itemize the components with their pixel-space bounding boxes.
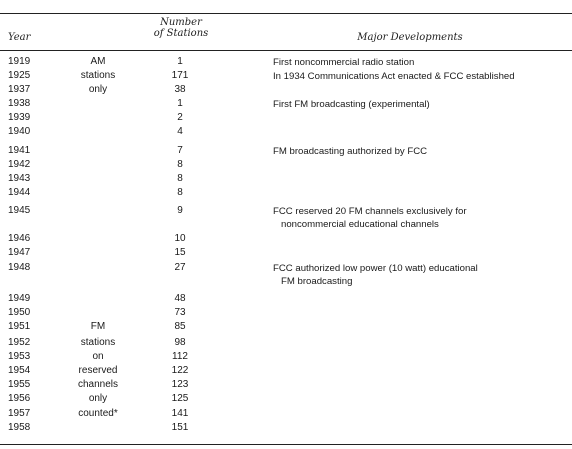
table-row	[0, 159, 572, 171]
stations-cell: 123	[171, 379, 189, 390]
stations-cell: 9	[177, 205, 183, 216]
table-row	[0, 112, 572, 124]
year-column-header: Year	[8, 32, 31, 43]
stations-cell: 1	[177, 56, 183, 67]
development-line: FCC reserved 20 FM channels exclusively for	[273, 206, 467, 217]
stations-cell: 4	[177, 126, 183, 137]
year-cell: 1950	[8, 307, 31, 318]
fm-category-label: reserved	[78, 365, 118, 376]
fm-category-label: stations	[80, 337, 116, 348]
development-line: noncommercial educational channels	[281, 219, 439, 230]
year-cell: 1946	[8, 233, 31, 244]
table-row	[0, 307, 572, 319]
stations-cell: 38	[174, 84, 186, 95]
stations-cell: 151	[171, 422, 189, 433]
number-header-line1: Number	[160, 17, 202, 28]
am-category-label: only	[88, 84, 108, 95]
development-line: FM broadcasting authorized by FCC	[273, 146, 428, 157]
fm-category-label: on	[92, 351, 104, 362]
number-header-line2: of Stations	[153, 28, 209, 39]
table-row	[0, 187, 572, 199]
stations-cell: 171	[171, 70, 189, 81]
stations-cell: 10	[174, 233, 186, 244]
development-note	[273, 205, 569, 231]
fm-category-label: channels	[77, 379, 119, 390]
development-line: FM broadcasting	[281, 276, 353, 287]
year-cell: 1948	[8, 262, 31, 273]
stations-cell: 8	[177, 159, 183, 170]
development-line: FCC authorized low power (10 watt) educational	[273, 263, 478, 274]
year-cell: 1954	[8, 365, 31, 376]
year-cell: 1925	[8, 70, 31, 81]
stations-cell: 8	[177, 187, 183, 198]
table-row	[0, 173, 572, 185]
year-cell: 1949	[8, 293, 31, 304]
stations-cell: 122	[171, 365, 189, 376]
fm-category-label: counted*	[78, 408, 118, 419]
year-cell: 1937	[8, 84, 31, 95]
bottom-rule	[0, 444, 572, 445]
development-note	[273, 56, 569, 69]
year-cell: 1945	[8, 205, 31, 216]
year-cell: 1944	[8, 187, 31, 198]
development-line: In 1934 Communications Act enacted & FCC established	[273, 71, 515, 82]
year-cell: 1958	[8, 422, 31, 433]
development-line: First noncommercial radio station	[273, 57, 415, 68]
am-category-label: AM	[90, 56, 106, 67]
stations-cell: 98	[174, 337, 186, 348]
top-rule	[0, 13, 572, 14]
development-note	[273, 262, 569, 288]
stations-cell: 1	[177, 98, 183, 109]
stations-cell: 112	[172, 351, 188, 362]
year-cell: 1947	[8, 247, 31, 258]
year-cell: 1939	[8, 112, 31, 123]
year-cell: 1940	[8, 126, 31, 137]
stations-cell: 125	[171, 393, 189, 404]
development-line: First FM broadcasting (experimental)	[273, 99, 430, 110]
table-row	[0, 233, 572, 245]
year-cell: 1942	[8, 159, 31, 170]
stations-cell: 8	[177, 173, 183, 184]
table-row	[0, 126, 572, 138]
stations-cell: 73	[174, 307, 186, 318]
stations-cell: 7	[177, 145, 183, 156]
table-row	[0, 422, 572, 434]
development-note	[273, 98, 569, 111]
number-column-header	[150, 17, 212, 39]
stations-cell: 15	[174, 247, 186, 258]
year-cell: 1953	[8, 351, 31, 362]
year-cell: 1951	[8, 321, 31, 332]
table-row	[0, 293, 572, 305]
year-cell: 1956	[8, 393, 31, 404]
header-rule	[0, 50, 572, 51]
development-note	[273, 145, 569, 158]
am-category-label: stations	[80, 70, 116, 81]
year-cell: 1952	[8, 337, 31, 348]
stations-cell: 27	[174, 262, 186, 273]
stations-cell: 141	[171, 408, 189, 419]
year-cell: 1938	[8, 98, 31, 109]
fm-category-label: FM	[90, 321, 106, 332]
stations-cell: 2	[177, 112, 183, 123]
year-cell: 1957	[8, 408, 31, 419]
development-note	[273, 70, 569, 83]
year-cell: 1919	[8, 56, 31, 67]
year-cell: 1943	[8, 173, 31, 184]
year-cell: 1955	[8, 379, 31, 390]
table-row	[0, 247, 572, 259]
fm-category-label: only	[88, 393, 108, 404]
developments-column-header: Major Developments	[357, 32, 463, 43]
stations-cell: 48	[174, 293, 186, 304]
year-cell: 1941	[8, 145, 31, 156]
stations-cell: 85	[174, 321, 186, 332]
